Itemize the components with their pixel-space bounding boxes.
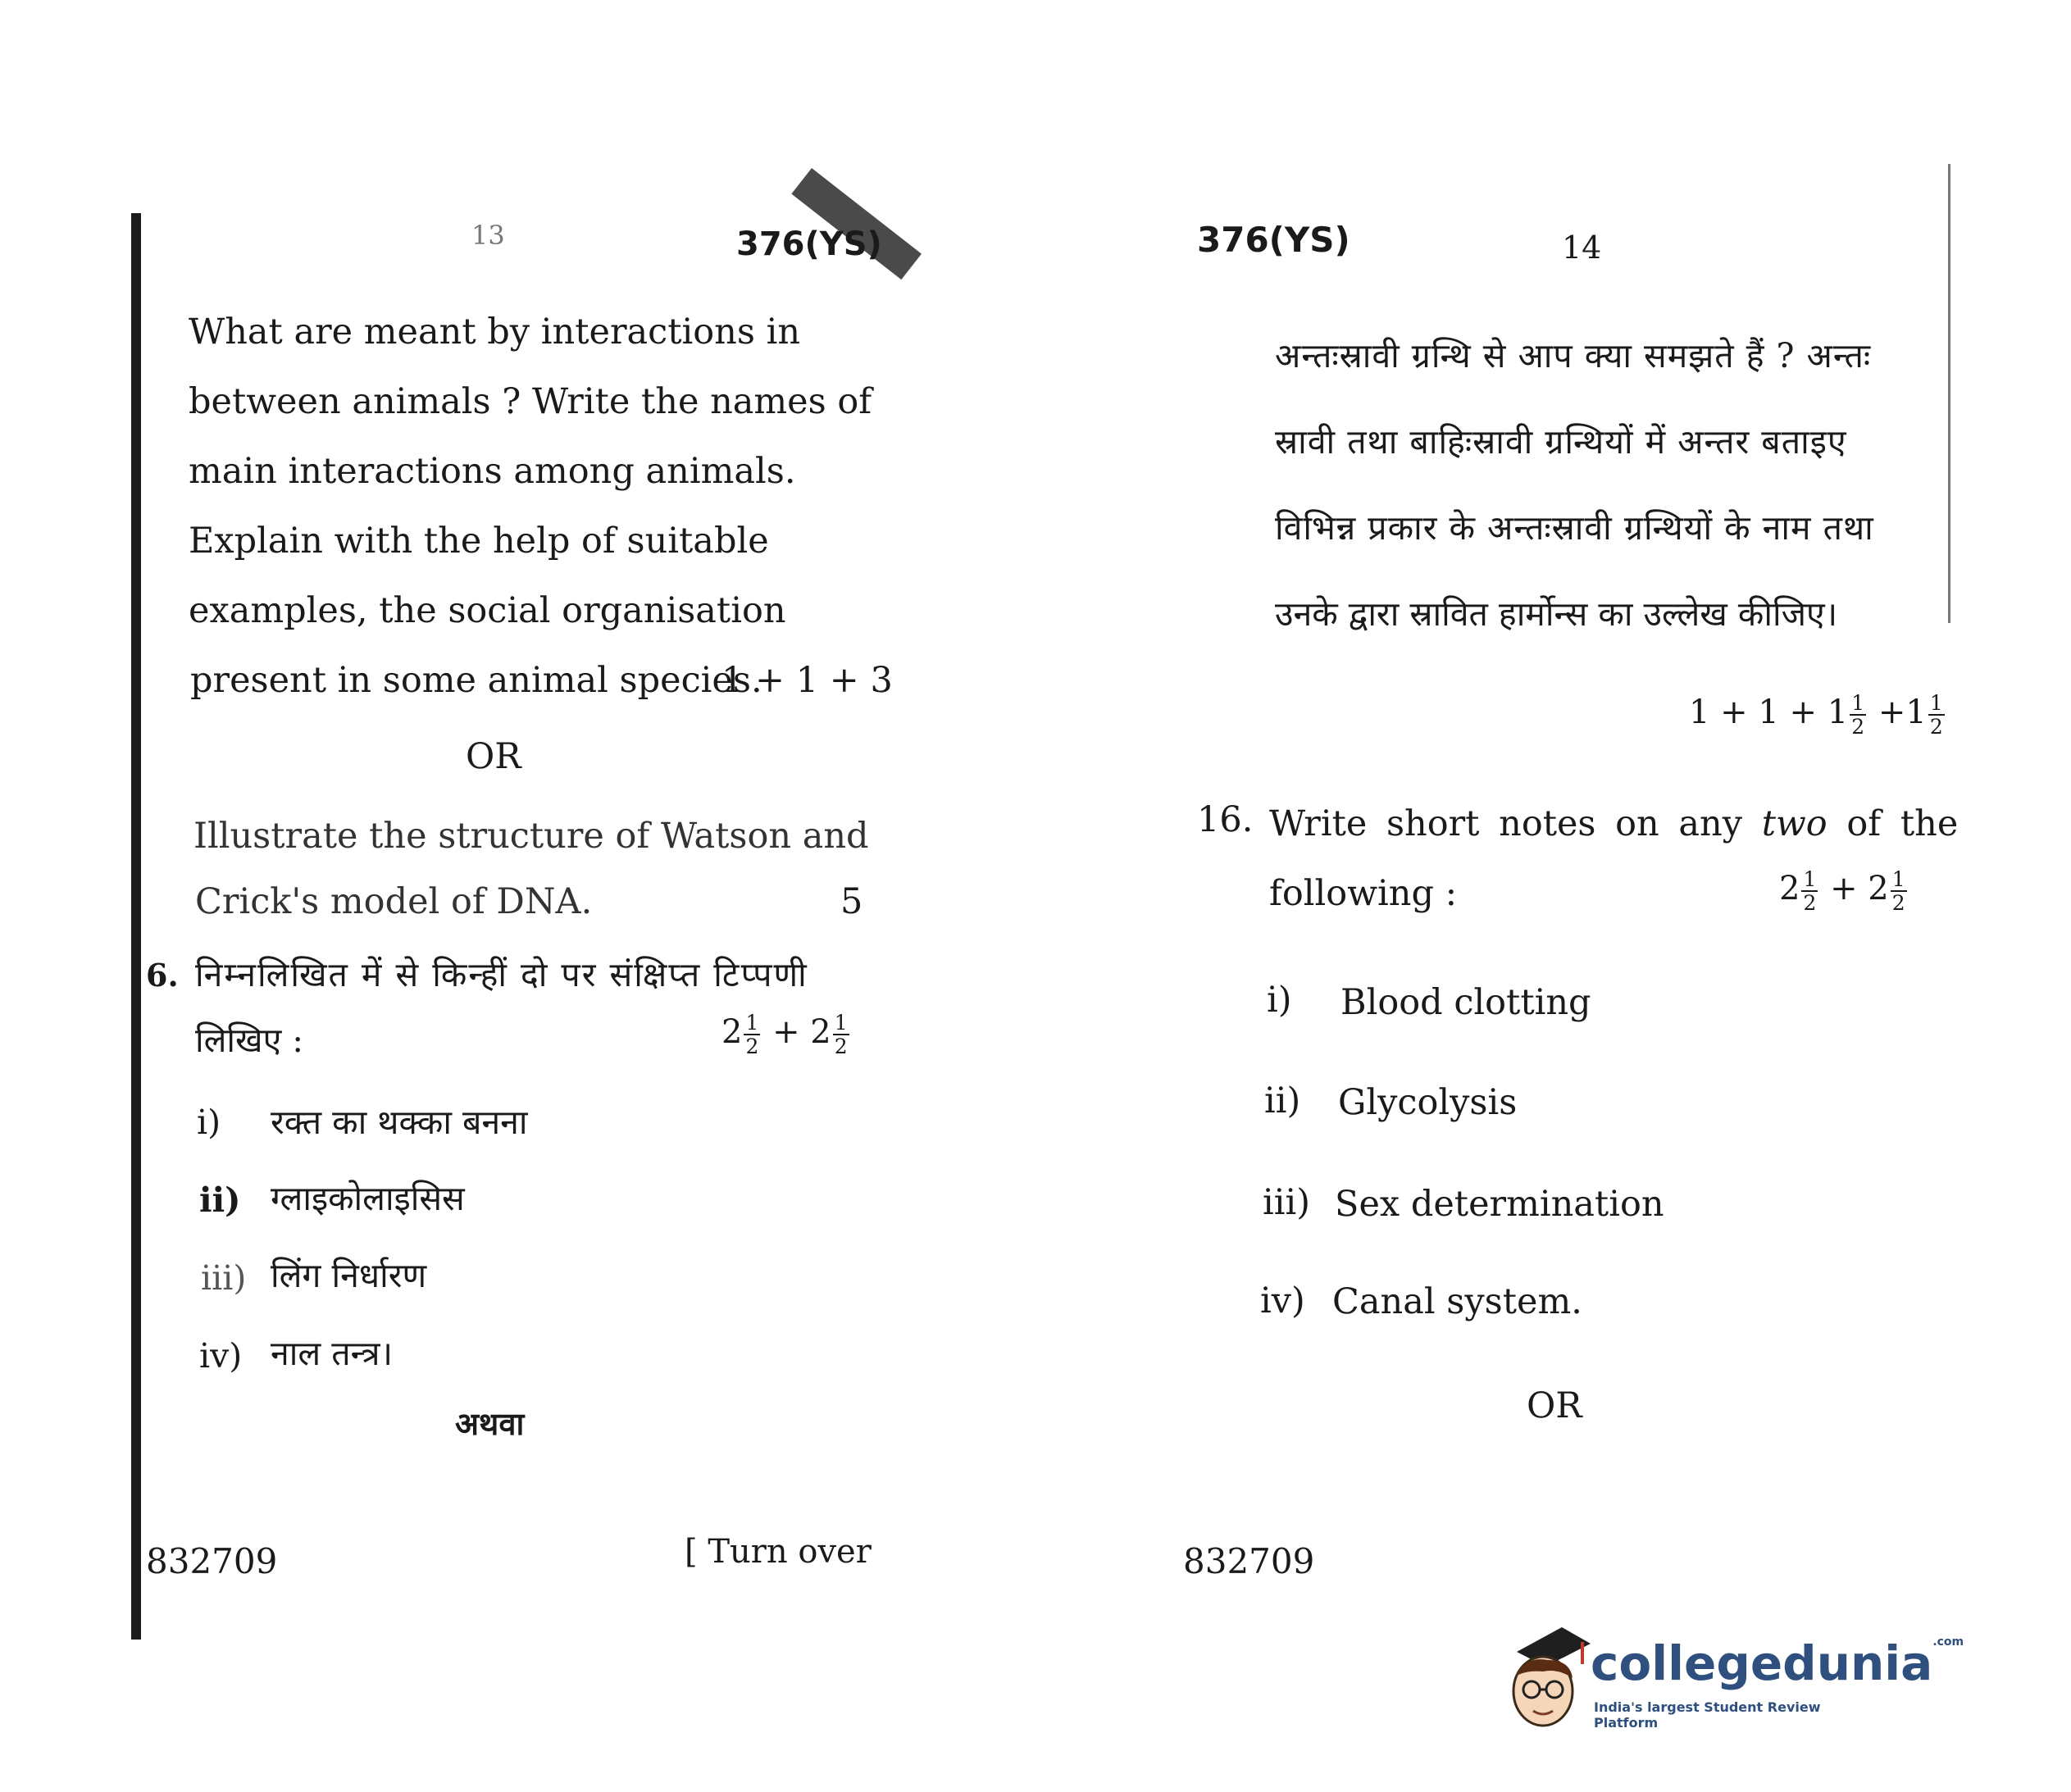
left-item-3-text: लिंग निर्धारण	[271, 1256, 427, 1295]
right-item-1-text: Blood clotting	[1340, 982, 1591, 1023]
right-item-3-text: Sex determination	[1335, 1184, 1664, 1225]
right-item-2-text: Glycolysis	[1338, 1082, 1518, 1123]
left-footer-code: 832709	[146, 1541, 278, 1581]
left-item-1-text: रक्त का थक्का बनना	[271, 1103, 528, 1142]
q15-line-6-text: present in some animal species.	[190, 660, 762, 701]
right-or-label: OR	[1527, 1385, 1582, 1426]
left-item-1-number: i)	[197, 1103, 221, 1142]
q15-alt-marks: 5	[840, 881, 863, 922]
right-q16-line-1-end: of the	[1846, 803, 1959, 844]
right-item-3-number: iii)	[1263, 1182, 1311, 1223]
left-item-3-number: iii)	[201, 1258, 247, 1298]
right-hindi-line-4: उनके द्वारा स्रावित हार्मोन्स का उल्लेख कीजिए।	[1275, 594, 1838, 634]
left-q16-line-1: निम्नलिखित में से किन्हीं दो पर संक्षिप्त टिप्पणी	[195, 955, 808, 994]
q15-alt-line-1: Illustrate the structure of Watson and	[193, 816, 869, 857]
left-item-2-text: ग्लाइकोलाइसिस	[271, 1179, 465, 1218]
right-hindi-line-2: स्रावी तथा बाहिःस्रावी ग्रन्थियों में अन्तर बताइए	[1275, 422, 1847, 462]
left-athva: अथवा	[455, 1405, 525, 1442]
right-item-2-number: ii)	[1264, 1080, 1301, 1121]
right-q16-line-1	[1269, 803, 1958, 844]
right-footer-code: 832709	[1183, 1541, 1315, 1581]
left-page-number: 13	[471, 220, 505, 251]
q15-line-1	[189, 312, 869, 352]
right-hindi-line-3: विभिन्न प्रकार के अन्तःस्रावी ग्रन्थियों के नाम तथा	[1275, 508, 1874, 548]
right-q16-emph: two	[1761, 803, 1827, 844]
right-q16-line-2: following :	[1269, 873, 1458, 914]
collegedunia-watermark	[1500, 1619, 1964, 1750]
left-item-2-number: ii)	[199, 1180, 241, 1220]
q15-line-6	[190, 660, 762, 701]
right-page-number: 14	[1562, 230, 1602, 266]
brand-suffix: .com	[1932, 1635, 1964, 1649]
right-item-4-number: iv)	[1260, 1280, 1305, 1321]
q15-alt-line-2: Crick's model of DNA.	[195, 881, 593, 922]
brand-name-text: collegedunia	[1591, 1635, 1933, 1691]
left-item-4-text: नाल तन्त्र।	[271, 1334, 394, 1373]
left-q16-marks: 2 $\frac{1}{2}$ + 2 $\frac{1}{2}$	[721, 1011, 848, 1058]
brand-tagline: India's largest Student Review Platform	[1594, 1699, 1821, 1731]
q15-line-1-text: What are meant by interactions in	[189, 312, 801, 352]
right-hindi-line-1: अन्तःस्रावी ग्रन्थि से आप क्या समझते हैं ? अन्तः	[1275, 336, 1872, 375]
right-q16-marks: 2 $\frac{1}{2}$ + 2 $\frac{1}{2}$	[1779, 867, 1905, 915]
right-item-1-number: i)	[1267, 980, 1292, 1021]
right-q16-number: 16.	[1197, 799, 1254, 840]
left-paper-code: 376(YS)	[736, 225, 882, 263]
q15-line-3: main interactions among animals.	[189, 451, 796, 492]
mascot-icon	[1500, 1619, 1591, 1742]
q15-line-2: between animals ? Write the names of	[189, 381, 872, 422]
q15-line-4: Explain with the help of suitable	[189, 521, 769, 562]
left-q16-number: 6.	[146, 957, 179, 994]
q15-line-5: examples, the social organisation	[189, 590, 786, 631]
q15-marks: 1 + 1 + 3	[721, 660, 893, 701]
right-page-edge	[1948, 164, 1950, 623]
left-q16-line-2: लिखिए :	[195, 1021, 304, 1060]
left-item-4-number: iv)	[199, 1336, 243, 1376]
right-paper-code: 376(YS)	[1197, 220, 1350, 260]
right-hindi-marks: 1 + 1 + 1 $\frac{1}{2}$ +1 $\frac{1}{2}$	[1689, 691, 1943, 739]
left-binding-edge	[131, 213, 141, 1640]
left-or-label: OR	[466, 736, 521, 777]
right-item-4-text: Canal system.	[1332, 1281, 1582, 1322]
brand-name	[1591, 1635, 1964, 1691]
right-q16-line-1-text: Write short notes on any	[1269, 803, 1743, 844]
turn-over: [ Turn over	[685, 1533, 872, 1571]
